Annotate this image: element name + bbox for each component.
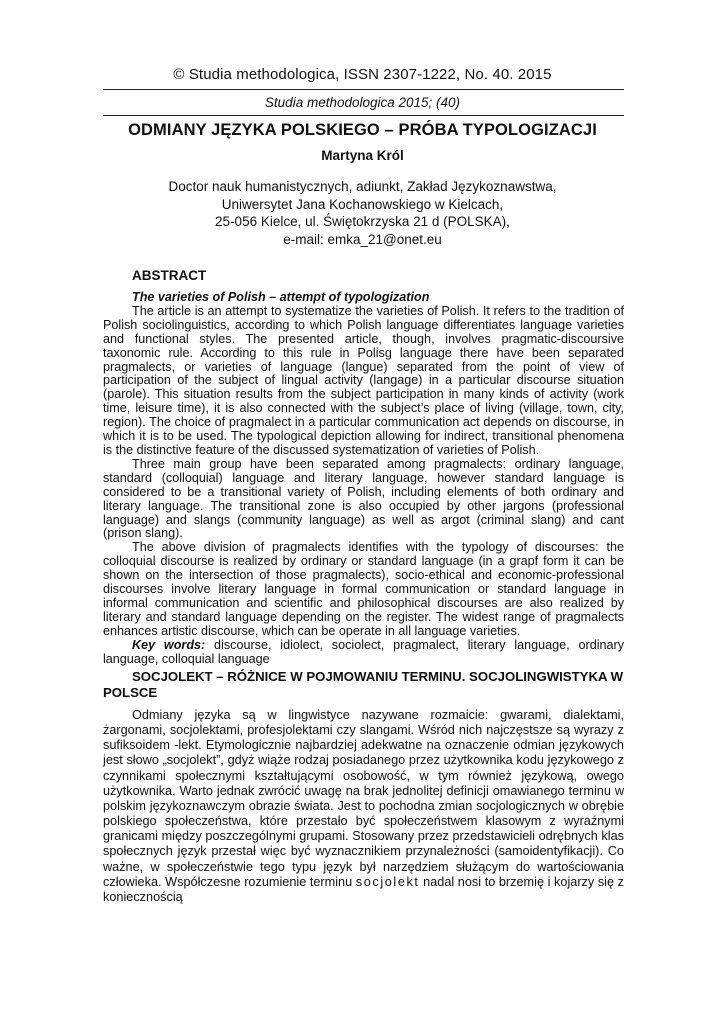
header-rule-bottom (103, 115, 624, 116)
abstract-subtitle-line (103, 291, 624, 305)
section-paragraph (103, 708, 624, 905)
author-affiliation (0, 178, 725, 248)
article-author: Martyna Król (321, 148, 404, 163)
section-body (103, 708, 624, 905)
affiliation-line: Doctor nauk humanistycznych, adiunkt, Zakład Językoznawstwa, (168, 179, 557, 194)
keywords-paragraph (103, 639, 624, 667)
affiliation-line: Uniwersytet Jana Kochanowskiego w Kielcach, (221, 196, 504, 212)
abstract-heading: ABSTRACT (132, 268, 207, 283)
keywords-label: Key words: (132, 637, 206, 652)
section-text-continued: nadal nosi to brzemię i kojarzy się z koniecznością (103, 874, 625, 904)
abstract-body (103, 291, 624, 666)
keywords-list: discourse, idiolect, sociolect, pragmalect, literary language, ordinary language, colloquial language (103, 637, 625, 666)
author-email: e-mail: emka_21@onet.eu (283, 231, 442, 247)
abstract-paragraph: The above division of pragmalects identifies with the typology of discourses: the colloquial discourse is realized by ordinary or standard language (in a grapf form it can be shown on the intersection of those pragmalects), socio-ethical and economic-professional discourses involve literary language in formal communication or standard language in informal communication and scientific and philosophical discourses are also realized by literary and standard language depending on the register. The widest range of pragmalects enhances artistic discourse, which can be operate in all language varieties. (103, 540, 624, 638)
affiliation-line: 25-056 Kielce, ul. Świętokrzyska 21 d (POLSKA), (215, 214, 510, 229)
section-heading: SOCJOLEKT – RÓŻNICE W POJMOWANIU TERMINU. SOCJOLINGWISTYKA W POLSCE (103, 669, 624, 700)
header-rule-top (103, 89, 624, 90)
journal-line: Studia methodologica 2015; (40) (264, 95, 461, 110)
abstract-paragraph: Three main group have been separated among pragmalects: ordinary language, standard (colloquial) language and literary language, however standard language is considered to be a transitional variety of Polish, including elements of both ordinary and literary language. The transitional zone is also occupied by other jargons (professional language) and slangs (community language) as well as argot (criminal slang) and cant (prison slang). (103, 456, 624, 541)
section-term: socjolekt (355, 874, 420, 889)
section-text: Odmiany języka są w lingwistyce nazywane rozmaicie: gwarami, dialektami, żargonami, socjolektami, profesjolektami czy slangami. Wśród nich najczęstsze są wyrazy z sufiksoidem -lekt. Etymologicznie najbardziej adekwatne na oznaczenie odmian językowych jest słowo „socjolekt”, gdyż wiąże rodzaj posiadanego przez użytkownika kodu językowego z czynnikami społecznymi kształtującymi osobowość, w tym również językową, owego użytkownika. Warto jednak zwrócić uwagę na brak jednolitej definicji omawianego terminu w polskim językoznawczym obrazie świata. Jest to pochodna zmian socjologicznych w obrębie polskiego społeczeństwa, które przestało być społeczeństwem klasowym z wyraźnymi granicami między poszczególnymi grupami. Stosowany przez przedstawicieli odrębnych klas społecznych język przestał więc być wyznacznikiem przynależności (samoidentyfikacji). Co ważne, w społeczeństwie tego typu język był narzędziem służącym do wartościowania człowieka. Współczesne rozumienie terminu (103, 708, 624, 889)
article-title: ODMIANY JĘZYKA POLSKIEGO – PRÓBA TYPOLOGIZACJI (128, 121, 597, 139)
abstract-subtitle: The varieties of Polish – attempt of typologization (132, 290, 430, 304)
copyright-line: © Studia methodologica, ISSN 2307-1222, No. 40. 2015 (173, 66, 552, 83)
abstract-paragraph: The article is an attempt to systematize the varieties of Polish. It refers to the tradition of Polish sociolinguistics, according to which Polish language differentiates language varieties and functional styles. The presented article, though, involves pragmatic-discoursive taxonomic rule. According to this rule in Polisg language there have been separated pragmalects, or varieties of language (langue) separated from the point of view of participation of the subject of lingual activity (langage) in a particular discourse situation (parole). This situation results from the subject participation in many kinds of activity (work time, leisure time), it is also connected with the subject’s place of living (village, town, city, region). The choice of pragmalect in a particular communication act depends on discourse, in which it is to be used. The typological depiction allowing for indirect, transitional phenomena is the distinctive feature of the discussed systematization of varieties of Polish. (103, 303, 624, 457)
